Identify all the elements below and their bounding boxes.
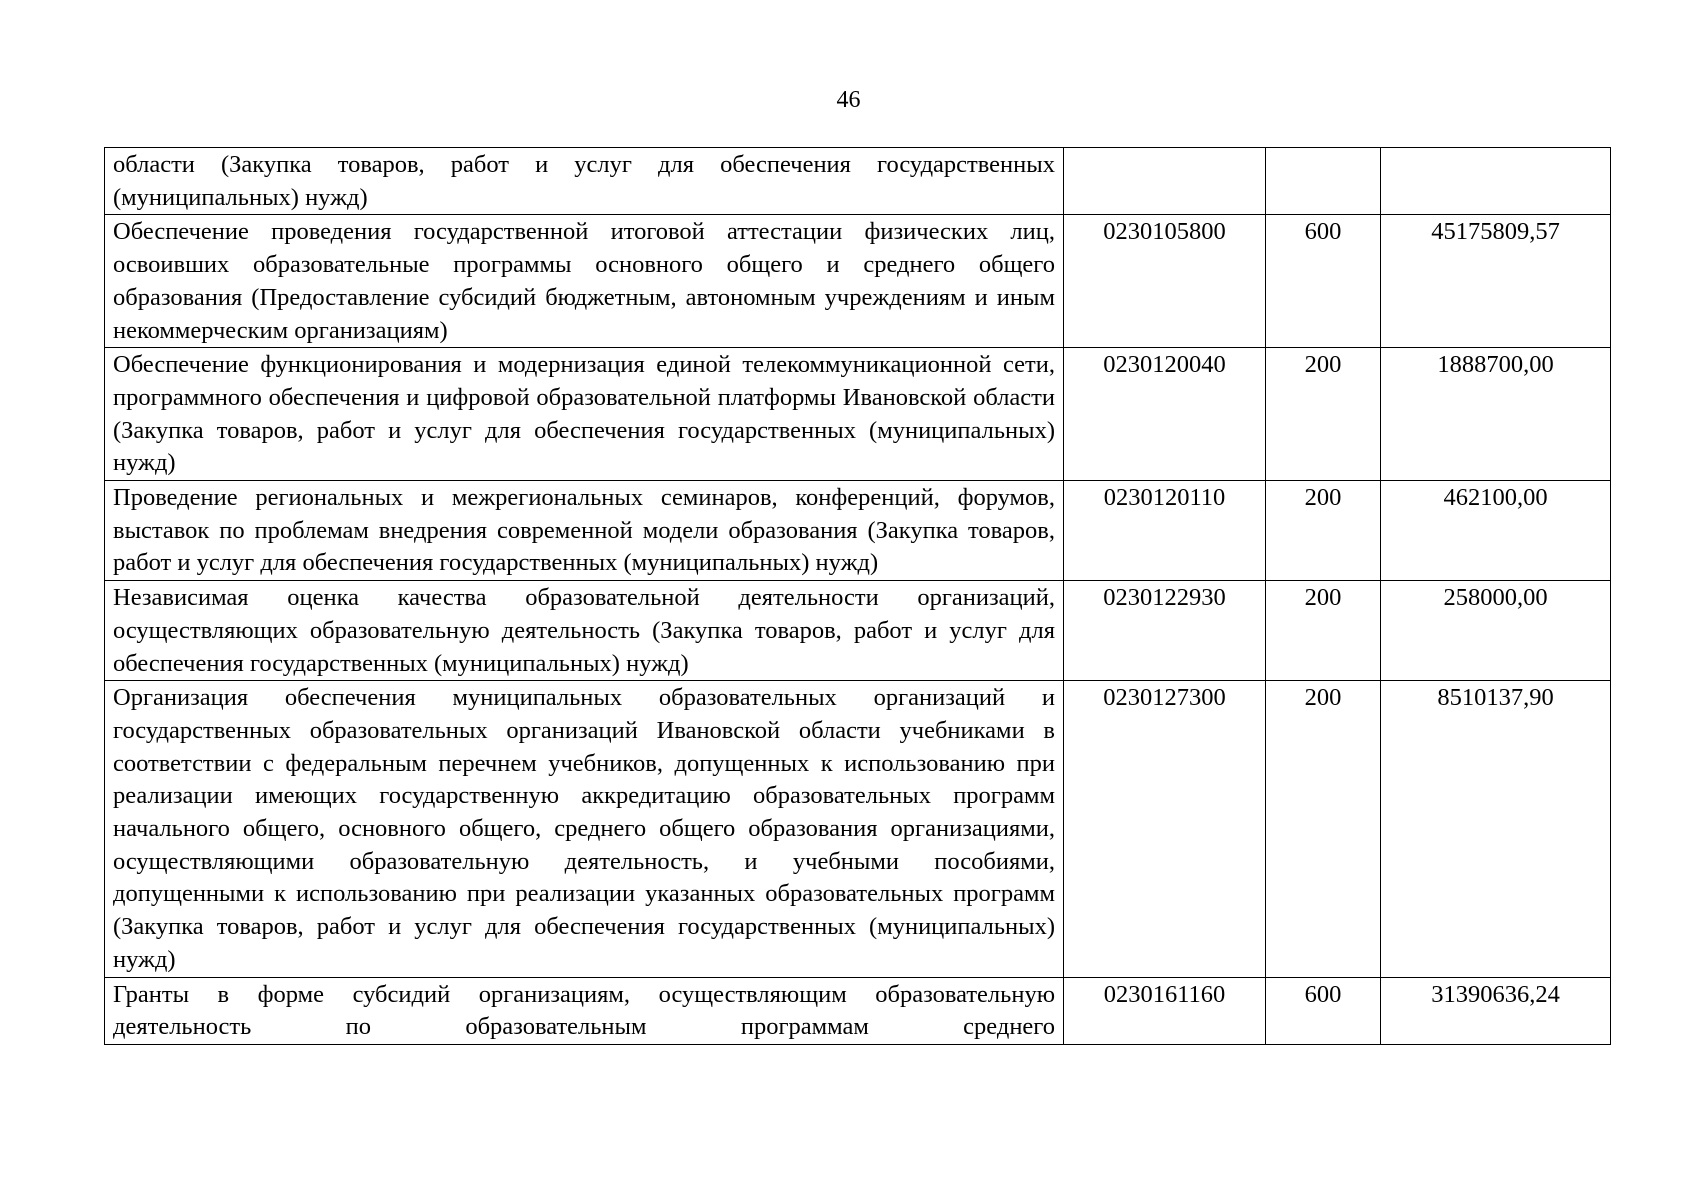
row-description: Обеспечение проведения государственной итоговой аттестации физических лиц, освоивших образовательные программы основного общего и среднего общего образования (Предоставление субсидий бюджетным, автономным учреждениям и иным некоммерческим организациям)	[105, 215, 1064, 348]
row-description: области (Закупка товаров, работ и услуг для обеспечения государственных (муниципальных) нужд)	[105, 148, 1064, 215]
row-amount: 258000,00	[1381, 581, 1611, 681]
row-description: Организация обеспечения муниципальных образовательных организаций и государственных образовательных организаций Ивановской области учебниками в соответствии с федеральным перечнем учебников, допущенных к использованию при реализации имеющих государственную аккредитацию образовательных программ начального общего, основного общего, среднего общего образования организациями, осуществляющими образовательную деятельность, и учебными пособиями, допущенными к использованию при реализации указанных образовательных программ (Закупка товаров, работ и услуг для обеспечения государственных (муниципальных) нужд)	[105, 681, 1064, 977]
table-row	[105, 481, 1611, 581]
table-row	[105, 148, 1611, 215]
row-expense-type: 200	[1266, 681, 1381, 977]
row-amount: 8510137,90	[1381, 681, 1611, 977]
page-number: 46	[836, 87, 861, 113]
row-amount	[1381, 148, 1611, 215]
row-expense-type: 200	[1266, 581, 1381, 681]
row-code	[1064, 148, 1266, 215]
budget-table	[104, 147, 1611, 1045]
row-expense-type: 200	[1266, 481, 1381, 581]
row-code: 0230127300	[1064, 681, 1266, 977]
table-row	[105, 977, 1611, 1044]
row-expense-type: 200	[1266, 348, 1381, 481]
table-row	[105, 215, 1611, 348]
row-description: Обеспечение функционирования и модернизация единой телекоммуникационной сети, программного обеспечения и цифровой образовательной платформы Ивановской области (Закупка товаров, работ и услуг для обеспечения государственных (муниципальных) нужд)	[105, 348, 1064, 481]
row-description: Проведение региональных и межрегиональных семинаров, конференций, форумов, выставок по проблемам внедрения современной модели образования (Закупка товаров, работ и услуг для обеспечения государственных (муниципальных) нужд)	[105, 481, 1064, 581]
row-description: Независимая оценка качества образовательной деятельности организаций, осуществляющих образовательную деятельность (Закупка товаров, работ и услуг для обеспечения государственных (муниципальных) нужд)	[105, 581, 1064, 681]
row-amount: 45175809,57	[1381, 215, 1611, 348]
row-code: 0230122930	[1064, 581, 1266, 681]
table-row	[105, 348, 1611, 481]
table-row	[105, 681, 1611, 977]
row-code: 0230120110	[1064, 481, 1266, 581]
row-code: 0230105800	[1064, 215, 1266, 348]
row-amount: 31390636,24	[1381, 977, 1611, 1044]
row-amount: 1888700,00	[1381, 348, 1611, 481]
row-amount: 462100,00	[1381, 481, 1611, 581]
row-expense-type: 600	[1266, 215, 1381, 348]
row-expense-type	[1266, 148, 1381, 215]
row-code: 0230120040	[1064, 348, 1266, 481]
row-description: Гранты в форме субсидий организациям, осуществляющим образовательную деятельность по образовательным программам среднего	[105, 977, 1064, 1044]
table-row	[105, 581, 1611, 681]
row-code: 0230161160	[1064, 977, 1266, 1044]
row-expense-type: 600	[1266, 977, 1381, 1044]
